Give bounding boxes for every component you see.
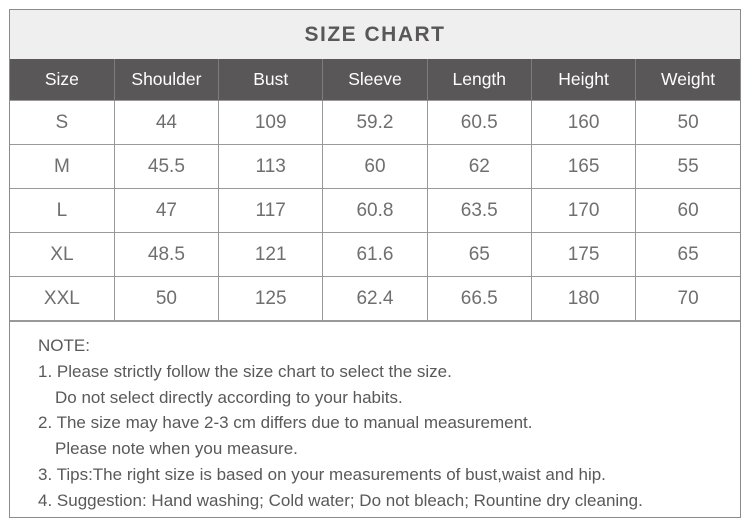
cell-size: S (10, 101, 114, 145)
cell-sleeve: 60 (323, 145, 427, 189)
table-row-xl (10, 233, 740, 277)
column-header-bust: Bust (219, 59, 323, 101)
note-line-2b: Please note when you measure. (55, 439, 298, 459)
cell-sleeve: 61.6 (323, 233, 427, 277)
cell-bust: 109 (219, 101, 323, 145)
cell-length: 63.5 (427, 189, 531, 233)
size-table-header (10, 59, 740, 101)
notes-heading: NOTE: (38, 336, 90, 355)
size-table (10, 59, 740, 321)
cell-weight: 60 (636, 189, 740, 233)
cell-height: 170 (531, 189, 635, 233)
size-chart-panel (9, 9, 741, 518)
cell-size: M (10, 145, 114, 189)
cell-bust: 113 (219, 145, 323, 189)
note-line-4: 4. Suggestion: Hand washing; Cold water; Do not bleach; Rountine dry cleaning. (38, 490, 643, 510)
table-row-l (10, 189, 740, 233)
table-row-m (10, 145, 740, 189)
cell-size: L (10, 189, 114, 233)
column-header-size: Size (10, 59, 114, 101)
cell-sleeve: 59.2 (323, 101, 427, 145)
table-row-xxl (10, 277, 740, 321)
column-header-sleeve: Sleeve (323, 59, 427, 101)
cell-height: 165 (531, 145, 635, 189)
cell-length: 66.5 (427, 277, 531, 321)
cell-shoulder: 44 (114, 101, 218, 145)
cell-bust: 125 (219, 277, 323, 321)
column-header-shoulder: Shoulder (114, 59, 218, 101)
cell-size: XL (10, 233, 114, 277)
column-header-height: Height (531, 59, 635, 101)
note-line-1b: Do not select directly according to your habits. (55, 387, 403, 407)
cell-weight: 55 (636, 145, 740, 189)
header-row (10, 59, 740, 101)
cell-length: 65 (427, 233, 531, 277)
cell-weight: 65 (636, 233, 740, 277)
cell-length: 62 (427, 145, 531, 189)
note-line-1: 1. Please strictly follow the size chart to select the size. (38, 361, 452, 381)
cell-bust: 121 (219, 233, 323, 277)
cell-length: 60.5 (427, 101, 531, 145)
cell-height: 175 (531, 233, 635, 277)
cell-sleeve: 60.8 (323, 189, 427, 233)
cell-shoulder: 50 (114, 277, 218, 321)
page-title: SIZE CHART (304, 22, 446, 46)
notes-section (10, 321, 740, 514)
table-row-s (10, 101, 740, 145)
note-line-3: 3. Tips:The right size is based on your measurements of bust,waist and hip. (38, 464, 606, 484)
column-header-length: Length (427, 59, 531, 101)
cell-size: XXL (10, 277, 114, 321)
cell-sleeve: 62.4 (323, 277, 427, 321)
size-chart-title-bar (10, 10, 740, 59)
cell-bust: 117 (219, 189, 323, 233)
cell-shoulder: 48.5 (114, 233, 218, 277)
cell-shoulder: 45.5 (114, 145, 218, 189)
cell-shoulder: 47 (114, 189, 218, 233)
note-line-2: 2. The size may have 2-3 cm differs due to manual measurement. (38, 413, 533, 433)
cell-weight: 70 (636, 277, 740, 321)
cell-height: 180 (531, 277, 635, 321)
cell-height: 160 (531, 101, 635, 145)
size-table-body (10, 101, 740, 321)
cell-weight: 50 (636, 101, 740, 145)
column-header-weight: Weight (636, 59, 740, 101)
